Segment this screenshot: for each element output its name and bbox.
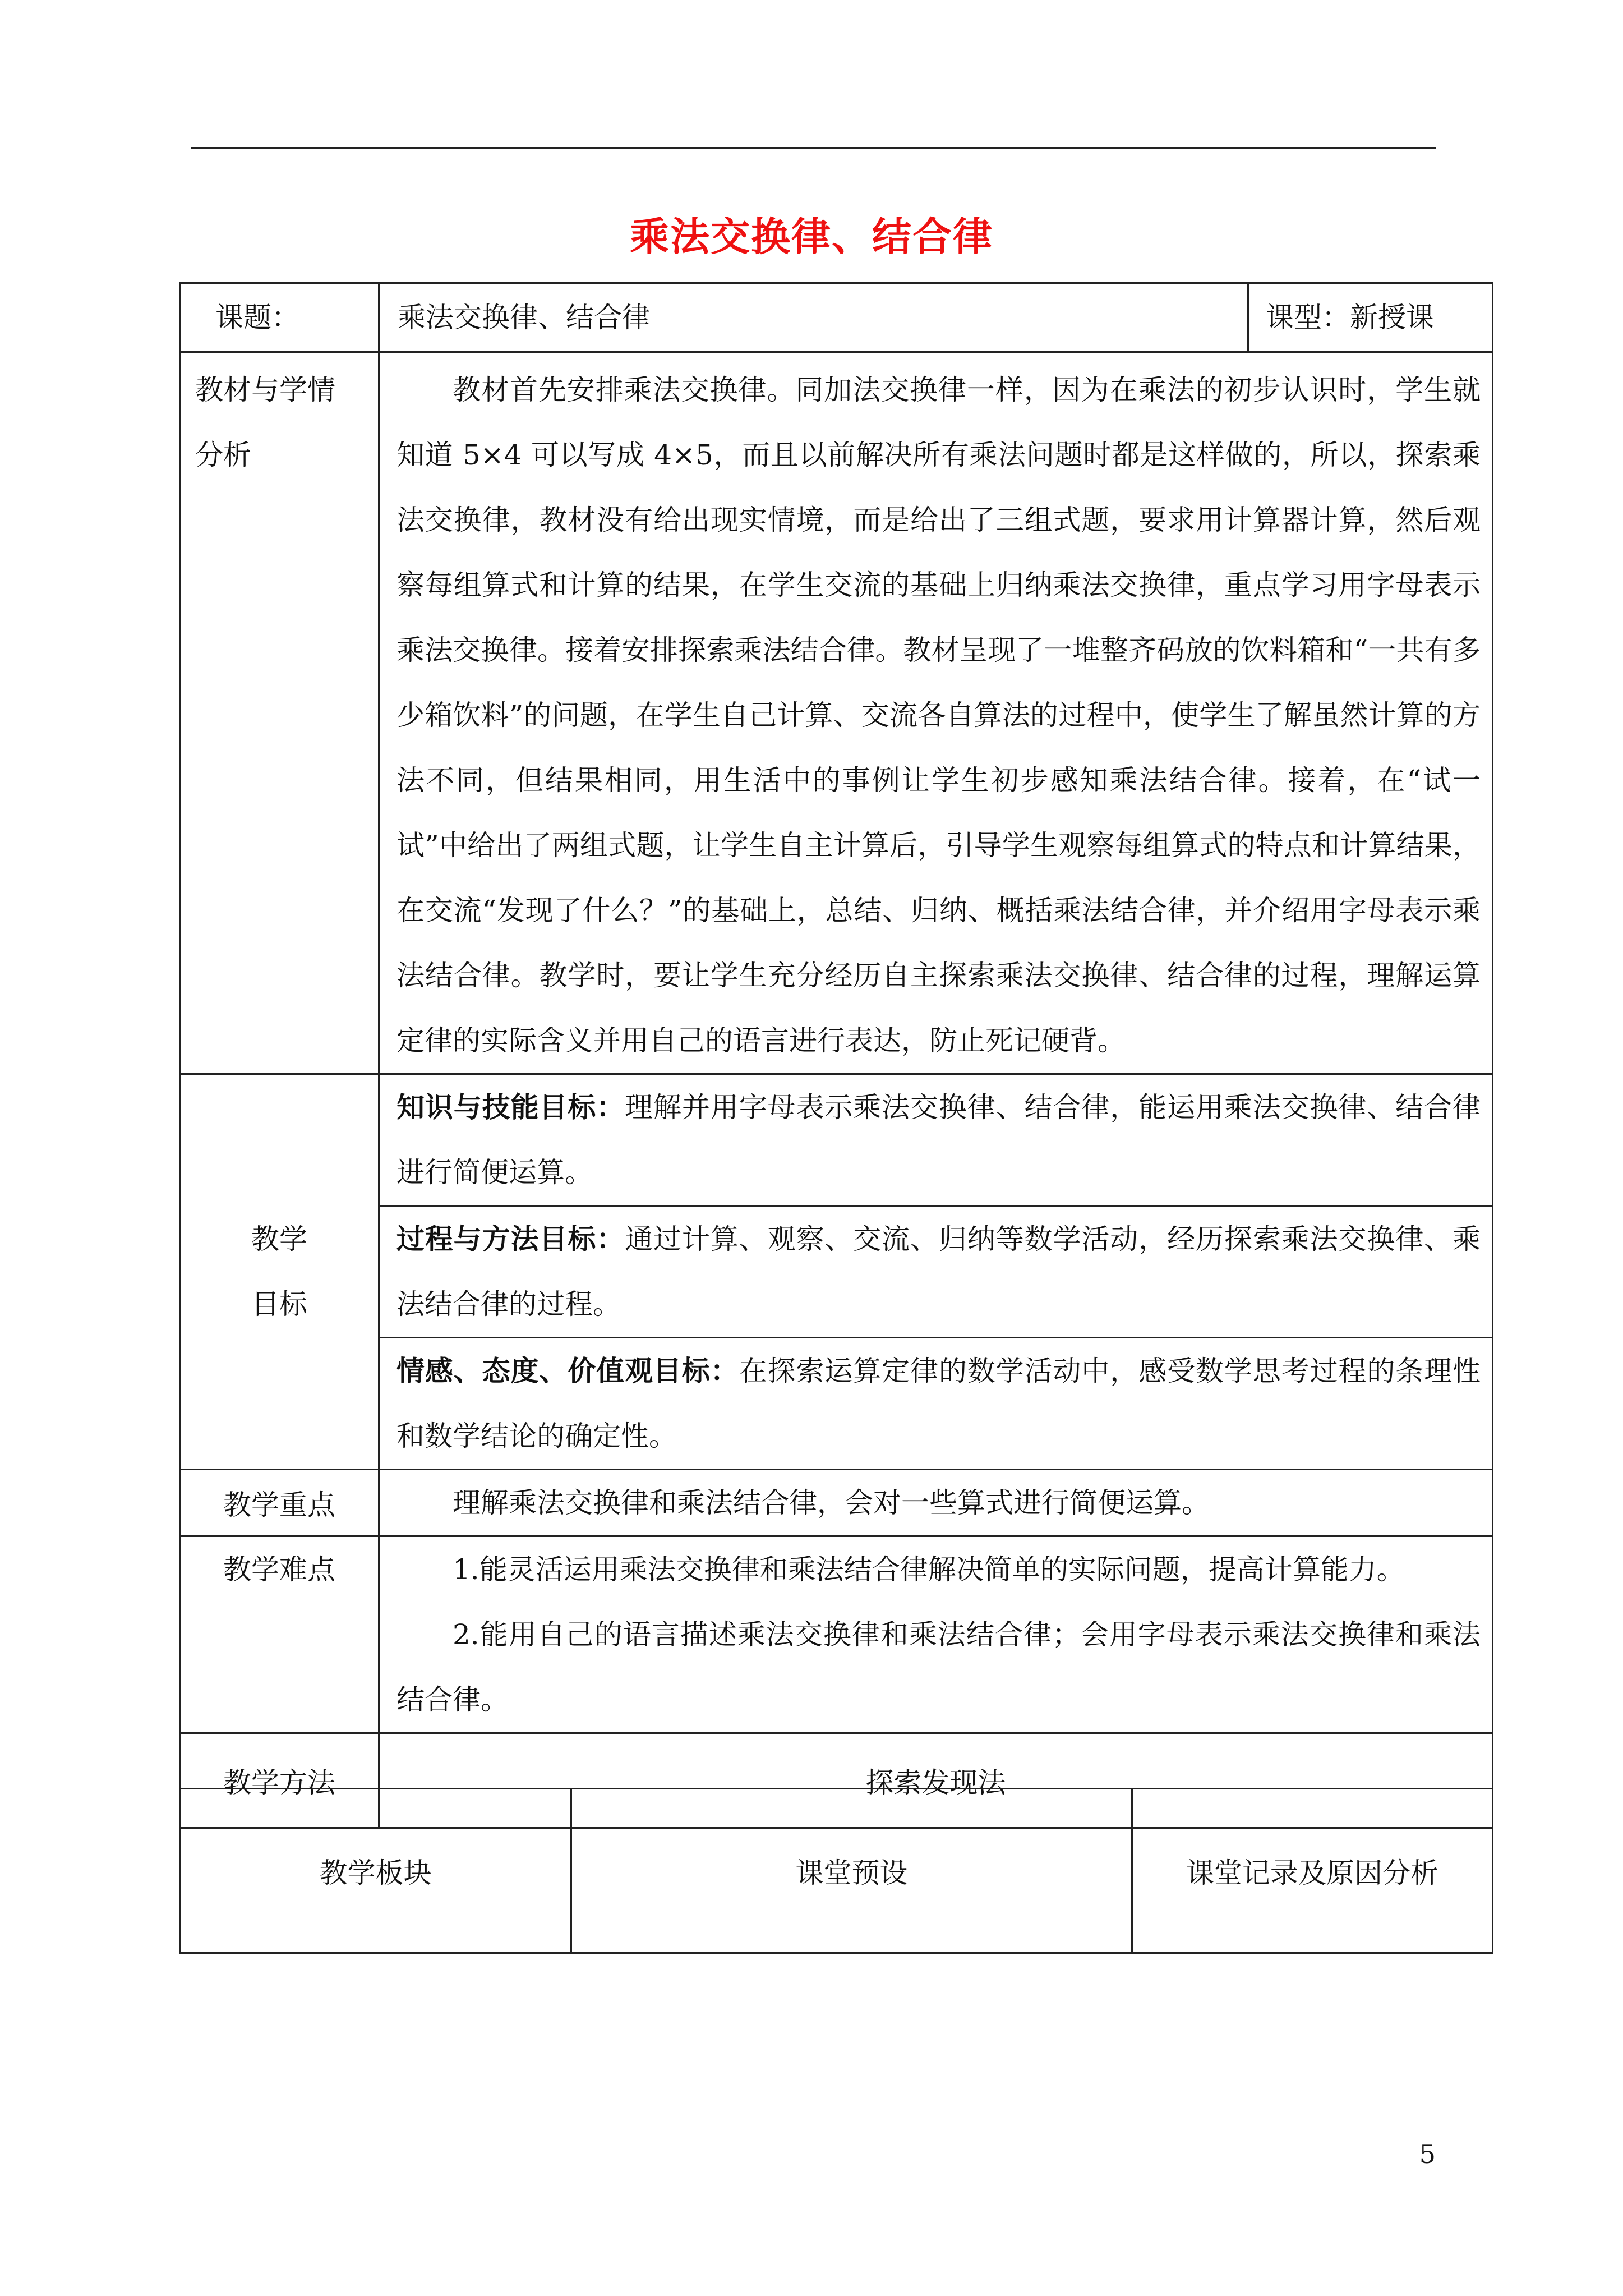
goal-emotion-cell [379, 1338, 1493, 1470]
difficulty-item-1: 1.能灵活运用乘法交换律和乘法结合律解决简单的实际问题，提高计算能力。 [453, 1553, 1405, 1586]
board-col-module-label: 教学板块 [319, 1857, 432, 1889]
board-header-row [180, 1789, 1493, 1953]
topic-label: 课题： [215, 301, 299, 334]
key-point-text: 理解乘法交换律和乘法结合律，会对一些算式进行简便运算。 [453, 1487, 1210, 1519]
topic-label-cell [180, 283, 379, 352]
goal-emotion-text: 在探索运算定律的数学活动中，感受数学思考过程的条理性和数学结论的确定性。 [396, 1355, 1481, 1452]
goal-process-text: 通过计算、观察、交流、归纳等数学活动，经历探索乘法交换律、乘法结合律的过程。 [396, 1223, 1481, 1320]
goals-label-line1: 教学 [251, 1223, 307, 1255]
analysis-label-cell [180, 352, 379, 1074]
difficulty-item-2: 2.能用自己的语言描述乘法交换律和乘法结合律；会用字母表示乘法交换律和乘法结合律。 [396, 1618, 1481, 1716]
board-col-record [1132, 1789, 1493, 1953]
difficulty-label: 教学难点 [223, 1553, 335, 1586]
analysis-text: 教材首先安排乘法交换律。同加法交换律一样，因为在乘法的初步认识时，学生就知道 5×4 可以写成 4×5，而且以前解决所有乘法问题时都是这样做的，所以，探索乘法交换律，教材没有给出现实情境，而是给出了三组式题，要求用计算器计算，然后观察每组算式和计算的结果，在学生交流的基础上归纳乘法交换律，重点学习用字母表示乘法交换律。接着安排探索乘法结合律。教材呈现了一堆整齐码放的饮料箱和“一共有多少箱饮料”的问题，在学生自己计算、交流各自算法的过程中，使学生了解虽然计算的方法不同，但结果相同，用生活中的事例让学生初步感知乘法结合律。接着，在“试一试”中给出了两组式题，让学生自主计算后，引导学生观察每组算式的特点和计算结果，在交流“发现了什么？”的基础上，总结、归纳、概括乘法结合律，并介绍用字母表示乘法结合律。教学时，要让学生充分经历自主探索乘法交换律、结合律的过程，理解运算定律的实际含义并用自己的语言进行表达，防止死记硬背。 [396, 374, 1481, 1057]
board-header-table [179, 1788, 1493, 1954]
key-point-text-cell [379, 1470, 1493, 1536]
goal-emotion-label: 情感、态度、价值观目标： [396, 1354, 739, 1387]
goal-process [380, 1207, 1492, 1337]
goal-knowledge [380, 1075, 1492, 1205]
goals-label-cell [180, 1074, 379, 1470]
goal-knowledge-cell [379, 1074, 1493, 1206]
analysis-text-cell [379, 352, 1493, 1074]
topic-value: 乘法交换律、结合律 [398, 301, 650, 334]
board-col-preset-label: 课堂预设 [795, 1857, 908, 1889]
method-label: 教学方法 [223, 1766, 335, 1799]
goals-label-line2: 目标 [251, 1288, 307, 1320]
difficulty-text-cell [379, 1536, 1493, 1733]
key-point-label-cell [180, 1470, 379, 1536]
key-point-label: 教学重点 [223, 1489, 335, 1521]
difficulty-label-cell [180, 1536, 379, 1733]
goals-label [181, 1207, 378, 1337]
difficulty-row [180, 1536, 1493, 1733]
page-number: 5 [1419, 2139, 1436, 2169]
goal-process-cell [379, 1206, 1493, 1338]
goal-emotion [380, 1338, 1492, 1469]
page-title: 乘法交换律、结合律 [630, 213, 993, 260]
board-col-preset [571, 1789, 1132, 1953]
key-point-row [180, 1470, 1493, 1536]
lesson-type: 课型：新授课 [1266, 301, 1434, 334]
analysis-row [180, 352, 1493, 1074]
topic-value-cell [379, 283, 1248, 352]
topic-row [180, 283, 1493, 352]
goal-knowledge-label: 知识与技能目标： [396, 1091, 625, 1124]
lesson-type-cell [1248, 283, 1493, 352]
board-col-module [180, 1789, 571, 1953]
header-rule [191, 147, 1436, 149]
lesson-plan-table [179, 282, 1493, 1829]
analysis-label: 教材与学情分析 [195, 374, 335, 471]
method-text: 探索发现法 [865, 1766, 1006, 1799]
goal-knowledge-text: 理解并用字母表示乘法交换律、结合律，能运用乘法交换律、结合律进行简便运算。 [396, 1091, 1481, 1189]
goal-knowledge-row [180, 1074, 1493, 1206]
board-col-record-label: 课堂记录及原因分析 [1186, 1857, 1438, 1889]
goal-process-label: 过程与方法目标： [396, 1222, 625, 1255]
